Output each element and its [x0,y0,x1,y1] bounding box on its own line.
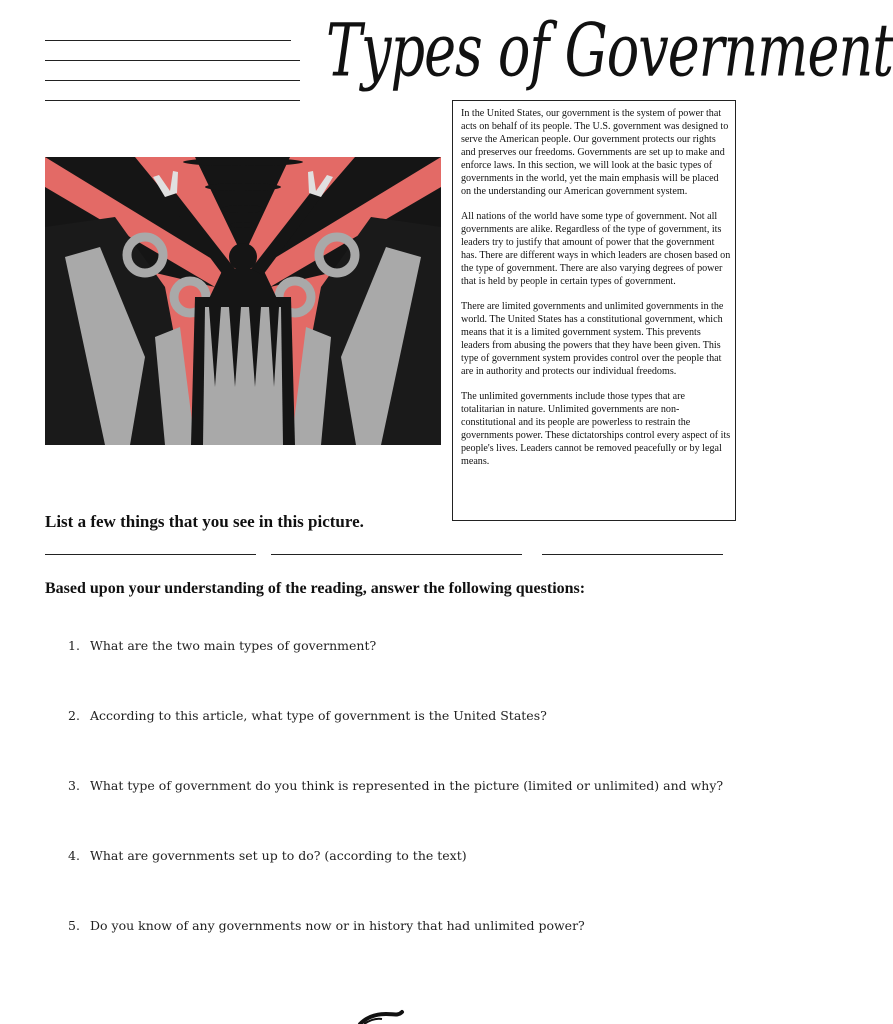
question-number: 4. [68,848,80,863]
name-line-4[interactable] [45,100,300,101]
question-item [68,848,467,863]
question-text: Do you know of any governments now or in history that had unlimited power? [90,918,585,933]
picture-answer-line-1[interactable] [45,554,256,555]
question-number: 2. [68,708,80,723]
picture-answer-line-2[interactable] [271,554,522,555]
question-text: What type of government do you think is represented in the picture (limited or unlimited) and why? [90,778,724,793]
question-text: What are governments set up to do? (according to the text) [90,848,467,863]
question-number: 1. [68,638,80,653]
propaganda-poster-image [45,157,441,445]
name-line-3[interactable] [45,80,300,81]
question-item [68,778,723,793]
question-number: 3. [68,778,80,793]
reading-paragraph: There are limited governments and unlimited governments in the world. The United States has a constitutional government, which means that it is a limited government system. This prevents leaders from abusing the powers that they have been given. This type of government system provides control over the people that are in authority and protects our individual freedoms. [461,301,724,377]
page-title: Types of Government [326,8,893,94]
picture-prompt: List a few things that you see in this picture. [45,512,364,531]
questions-heading: Based upon your understanding of the reading, answer the following questions: [45,580,586,597]
question-item [68,638,376,653]
reading-paragraph: All nations of the world have some type of government. Not all governments are alike. Regardless of the type of government, its leaders try to justify that amount of power that the government has. There are different ways in which leaders are chosen based on the type of government. There are also varying degrees of power that is held by people in certain types of government. [461,211,731,287]
reading-passage-box [452,100,736,521]
name-line-2[interactable] [45,60,300,61]
question-number: 5. [68,918,80,933]
question-item [68,708,547,723]
question-text: What are the two main types of government? [90,638,377,653]
question-item [68,918,585,933]
decorative-flourish-icon [356,1004,406,1024]
reading-paragraph: In the United States, our government is the system of power that acts on behalf of its people. The U.S. government was designed to serve the American people. Our government protects our rights and preserves our freedoms. Governments are set up to make and enforce laws. In this section, we will look at the basic types of governments in the world, yet the main emphasis will be placed on the understanding our American government system. [461,108,729,197]
reading-paragraph: The unlimited governments include those types that are totalitarian in nature. Unlimited governments are non-constitutional and its people are powerless to restrain the governments power. These dictatorships control every aspect of its people's lives. Leaders cannot be removed peacefully or by legal means. [461,391,731,467]
name-line-1[interactable] [45,40,291,41]
question-text: According to this article, what type of government is the United States? [90,708,547,723]
picture-answer-line-3[interactable] [542,554,723,555]
